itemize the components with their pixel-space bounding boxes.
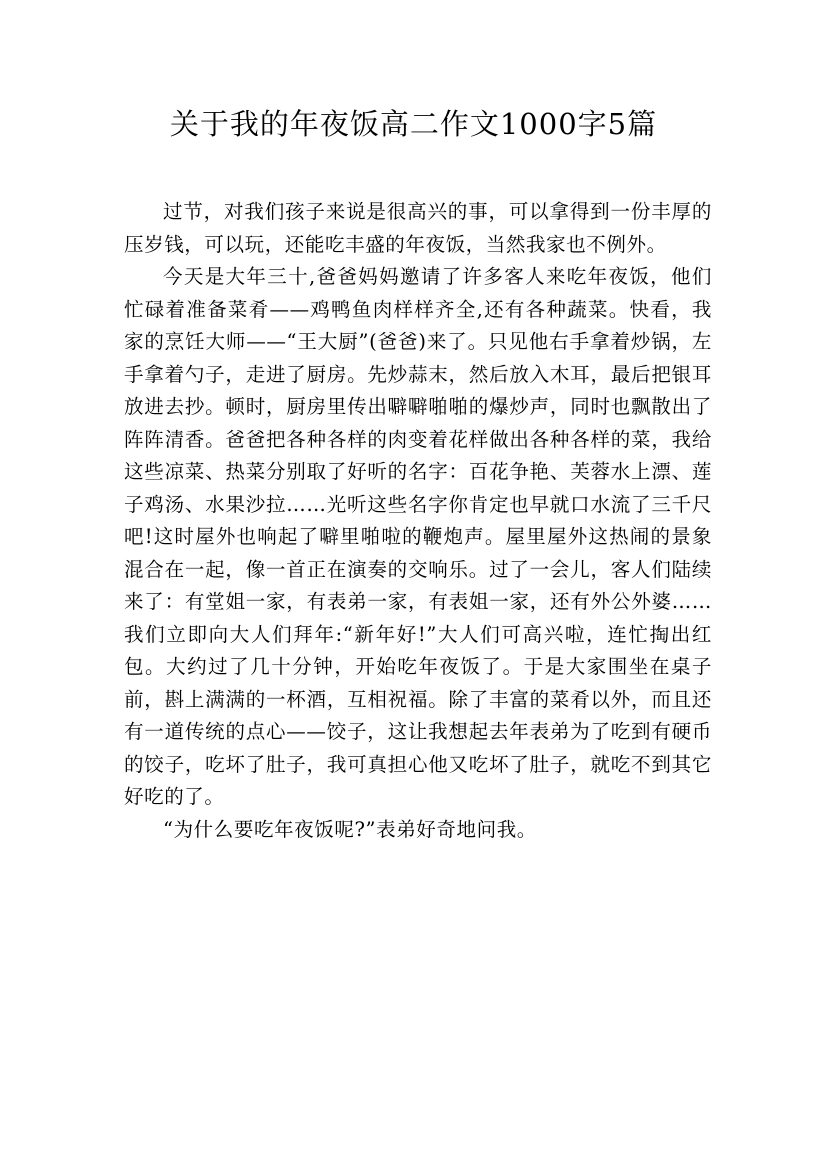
document-body bbox=[124, 196, 712, 846]
document-title: 关于我的年夜饭高二作文1000字5篇 bbox=[169, 107, 658, 141]
paragraph-3: “为什么要吃年夜饭呢?”表弟好奇地问我。 bbox=[163, 817, 537, 841]
paragraph-2: 今天是大年三十,爸爸妈妈邀请了许多客人来吃年夜饭，他们忙碌着准备菜肴——鸡鸭鱼肉样样齐全,还有各种蔬菜。快看，我家的烹饪大师——“王大厨”(爸爸)来了。只见他右手拿着炒锅，左手拿着勺子，走进了厨房。先炒蒜末，然后放入木耳，最后把银耳放进去抄。顿时，厨房里传出噼噼啪啪的爆炒声，同时也飘散出了阵阵清香。爸爸把各种各样的肉变着花样做出各种各样的菜，我给这些凉菜、热菜分别取了好听的名字：百花争艳、芙蓉水上漂、莲子鸡汤、水果沙拉……光听这些名字你肯定也早就口水流了三千尺吧!这时屋外也响起了噼里啪啦的鞭炮声。屋里屋外这热闹的景象混合在一起，像一首正在演奏的交响乐。过了一会儿，客人们陆续来了：有堂姐一家，有表弟一家，有表姐一家，还有外公外婆……我们立即向大人们拜年:“新年好!”大人们可高兴啦，连忙掏出红包。大约过了几十分钟，开始吃年夜饭了。于是大家围坐在桌子前，斟上满满的一杯酒，互相祝福。除了丰富的菜肴以外，而且还有一道传统的点心——饺子，这让我想起去年表弟为了吃到有硬币的饺子，吃坏了肚子，我可真担心他又吃坏了肚子，就吃不到其它好吃的了。 bbox=[124, 265, 712, 808]
paragraph-1: 过节，对我们孩子来说是很高兴的事，可以拿得到一份丰厚的压岁钱，可以玩，还能吃丰盛的年夜饭，当然我家也不例外。 bbox=[124, 200, 712, 256]
